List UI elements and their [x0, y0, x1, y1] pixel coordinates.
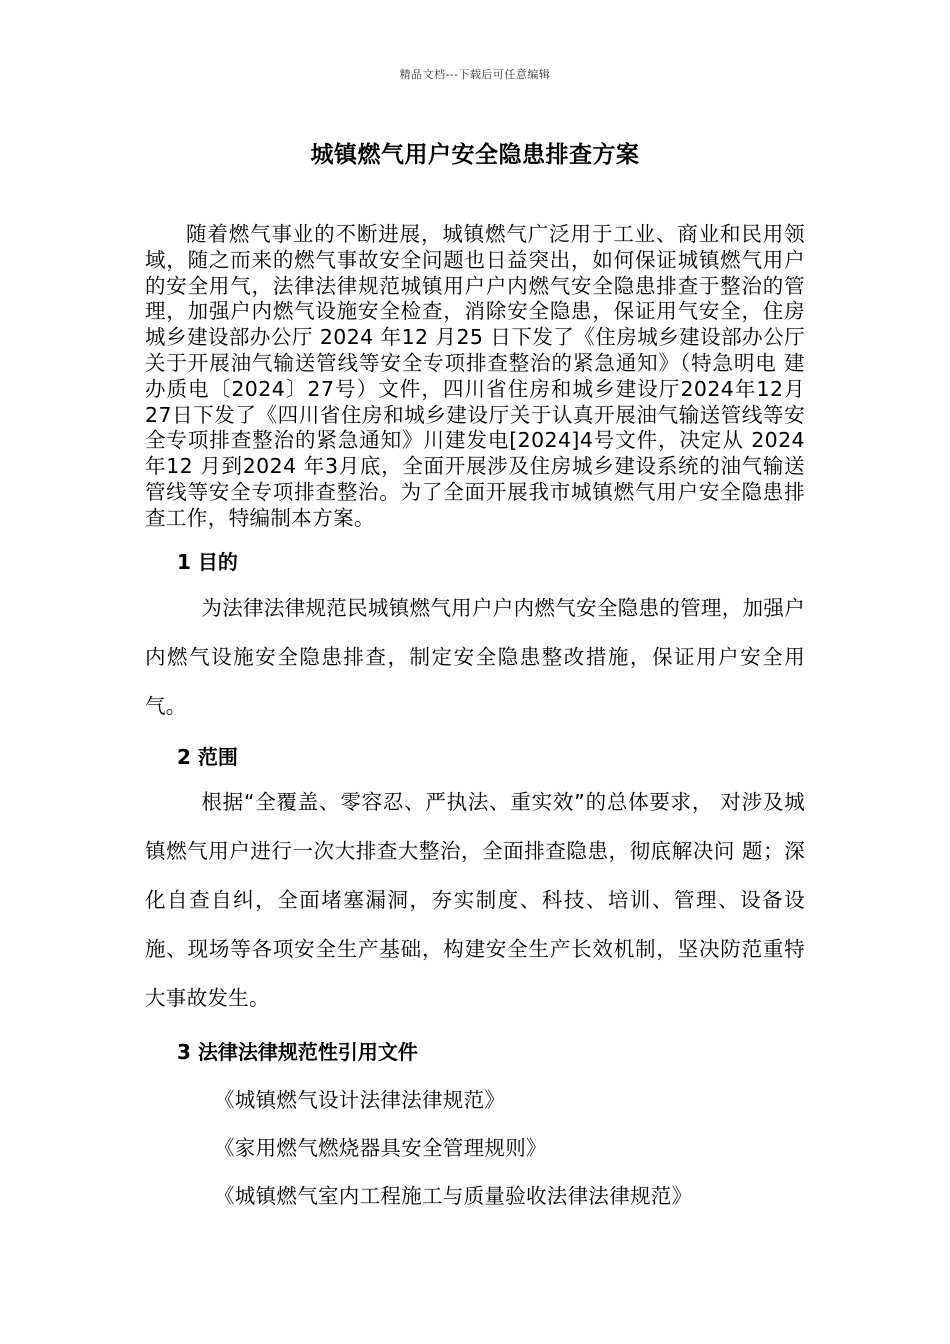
reference-item: 《家用燃气燃烧器具安全管理规则》: [214, 1136, 547, 1160]
reference-item: 《城镇燃气设计法律法律规范》: [214, 1088, 506, 1112]
reference-item: 《城镇燃气室内工程施工与质量验收法律法律规范》: [214, 1184, 693, 1208]
section-3-heading: 3 法律法律规范性引用文件: [177, 1040, 418, 1064]
section-1-body: 为法律法律规范民城镇燃气用户户内燃气安全隐患的管理，加强户内燃气设施安全隐患排查，制定安全隐患整改措施，保证用户安全用气。: [145, 596, 805, 718]
intro-paragraph: 随着燃气事业的不断进展，城镇燃气广泛用于工业、商业和民用领域，随之而来的燃气事故安全问题也日益突出，如何保证城镇燃气用户的安全用气，法律法律规范城镇用户户内燃气安全隐患排查于整治的管理，加强户内燃气设施安全检查，消除安全隐患，保证用气安全，住房城乡建设部办公厅 2024 年12 月25 日下发了《住房城乡建设部办公厅关于开展油气输送管线等安全专项排查整治的紧急通知》（特急明电 建办质电〔2024〕27号）文件，四川省住房和城乡建设厅2024年12月27日下发了《四川省住房和城乡建设厅关于认真开展油气输送管线等安全专项排查整治的紧急通知》川建发电[2024]4号文件，决定从 2024 年12 月到2024 年3月底，全面开展涉及住房城乡建设系统的油气输送管线等安全专项排查整治。为了全面开展我市城镇燃气用户安全隐患排查工作，特编制本方案。: [145, 222, 805, 530]
section-2-body: 根据“全覆盖、零容忍、严执法、重实效”的总体要求， 对涉及城镇燃气用户进行一次大排查大整治，全面排查隐患，彻底解决问 题；深化自查自纠，全面堵塞漏洞，夯实制度、科技、培训、管理、设备设施、现场等各项安全生产基础，构建安全生产长效机制，坚决防范重特大事故发生。: [145, 790, 805, 1010]
header-note: 精品文档---下载后可任意编辑: [399, 68, 551, 81]
section-1-heading: 1 目的: [177, 550, 238, 574]
section-2-heading: 2 范围: [177, 745, 238, 769]
document-title: 城镇燃气用户安全隐患排查方案: [310, 142, 640, 168]
